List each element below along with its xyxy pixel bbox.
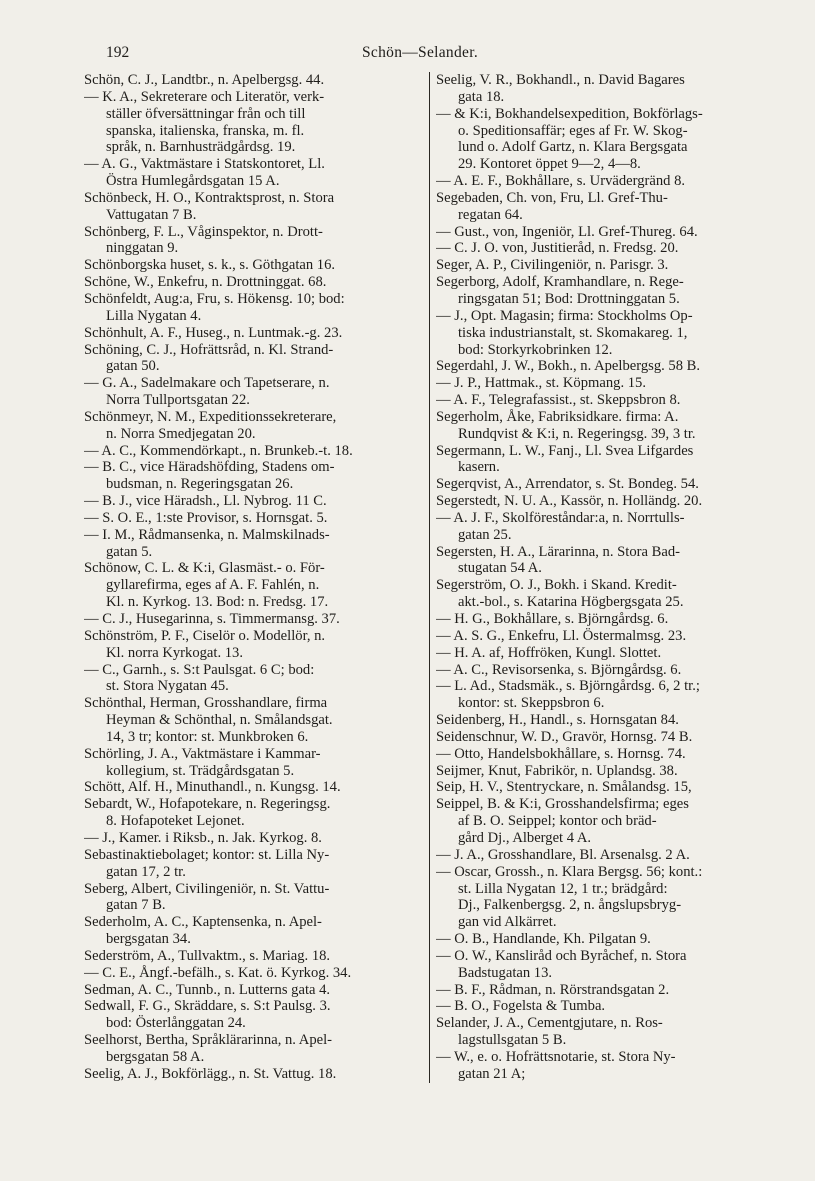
entry-line: Schönow, C. L. & K:i, Glasmäst.- o. För- xyxy=(84,560,325,577)
entry-line: Schönmeyr, N. M., Expeditionssekreterare, xyxy=(84,408,337,425)
entry-line: — B. C., vice Häradshöfding, Stadens om- xyxy=(84,459,335,476)
entry-line: Schöning, C. J., Hofrättsråd, n. Kl. Strand- xyxy=(84,341,334,358)
entry-line: o. Speditionsaffär; eges af Fr. W. Skog- xyxy=(458,122,688,139)
entry-line: språk, n. Barnhusträdgårdsg. 19. xyxy=(106,139,296,156)
entry-line: Schönthal, Herman, Grosshandlare, firma xyxy=(84,695,328,712)
entry-line: — & K:i, Bokhandelsexpedition, Bokförlags- xyxy=(436,105,703,122)
entry-line: — A. J. F., Skolföreståndar:a, n. Norrtulls- xyxy=(436,509,685,526)
entry-line: — S. O. E., 1:ste Provisor, s. Hornsgat. 5. xyxy=(84,509,328,526)
entry-line: — H. A. af, Hoffröken, Kungl. Slottet. xyxy=(436,644,662,661)
page-number: 192 xyxy=(106,44,130,61)
directory-columns xyxy=(84,72,815,1083)
entry-line: Vattugatan 7 B. xyxy=(106,206,197,223)
entry-line: gan vid Alkärret. xyxy=(458,914,557,931)
entry-line: 29. Kontoret öppet 9—2, 4—8. xyxy=(458,156,641,173)
entry-line: kollegium, st. Trädgårdsgatan 5. xyxy=(106,762,295,779)
entry-line: Schönbeck, H. O., Kontraktsprost, n. Stora xyxy=(84,189,335,206)
entry-line: — Oscar, Grossh., n. Klara Bergsg. 56; kont.: xyxy=(436,863,703,880)
entry-line: Seidenberg, H., Handl., s. Hornsgatan 84. xyxy=(436,712,679,729)
entry-line: Segerstedt, N. U. A., Kassör, n. Holländg. 20. xyxy=(436,493,703,510)
entry-line: gatan 5. xyxy=(106,543,153,560)
entry-line: Segermann, L. W., Fanj., Ll. Svea Lifgardes xyxy=(436,442,694,459)
entry-line: Segerborg, Adolf, Kramhandlare, n. Rege- xyxy=(436,274,684,291)
entry-line: — J., Kamer. i Riksb., n. Jak. Kyrkog. 8. xyxy=(84,829,322,846)
entry-line: Sedwall, F. G., Skräddare, s. S:t Paulsg. 3. xyxy=(84,998,331,1015)
entry-line: st. Lilla Nygatan 12, 1 tr.; brädgård: xyxy=(458,880,668,897)
entry-line: Segersten, H. A., Lärarinna, n. Stora Bad- xyxy=(436,543,680,560)
entry-line: — Otto, Handelsbokhållare, s. Hornsg. 74. xyxy=(436,745,686,762)
entry-line: bod: Storkyrkobrinken 12. xyxy=(458,341,613,358)
entry-line: stugatan 54 A. xyxy=(458,560,542,577)
entry-line: 14, 3 tr; kontor: st. Munkbroken 6. xyxy=(106,728,309,745)
entry-line: Segebaden, Ch. von, Fru, Ll. Gref-Thu- xyxy=(436,189,668,206)
entry-line: budsman, n. Regeringsgatan 26. xyxy=(106,476,294,493)
entry-line: n. Norra Smedjegatan 20. xyxy=(106,425,256,442)
entry-line: — C., Garnh., s. S:t Paulsgat. 6 C; bod: xyxy=(84,661,315,678)
entry-line: — A. C., Revisorsenka, s. Björngårdsg. 6. xyxy=(436,661,682,678)
right-column xyxy=(430,72,790,1083)
entry-line: bergsgatan 34. xyxy=(106,931,191,948)
entry-line: Seijmer, Knut, Fabrikör, n. Uplandsg. 38. xyxy=(436,762,678,779)
entry-line: Seelhorst, Bertha, Språklärarinna, n. Apel- xyxy=(84,1032,333,1049)
entry-line: — O. B., Handlande, Kh. Pilgatan 9. xyxy=(436,931,651,948)
entry-line: ringsgatan 51; Bod: Drottninggatan 5. xyxy=(458,290,680,307)
entry-line: — A. E. F., Bokhållare, s. Urvädergränd 8. xyxy=(436,173,686,190)
entry-line: — C. J. O. von, Justitieråd, n. Fredsg. 20. xyxy=(436,240,679,257)
entry-line: Seidenschnur, W. D., Gravör, Hornsg. 74 B. xyxy=(436,728,693,745)
entry-line: — O. W., Kansliråd och Byråchef, n. Stora xyxy=(436,947,687,964)
entry-line: — B. J., vice Häradsh., Ll. Nybrog. 11 C. xyxy=(84,493,327,510)
entry-line: — B. F., Rådman, n. Rörstrandsgatan 2. xyxy=(436,981,670,998)
entry-line: Sederström, A., Tullvaktm., s. Mariag. 18. xyxy=(84,947,331,964)
entry-line: — L. Ad., Stadsmäk., s. Björngårdsg. 6, 2 tr.; xyxy=(436,678,700,695)
entry-line: — J. A., Grosshandlare, Bl. Arsenalsg. 2 A. xyxy=(436,846,690,863)
entry-line: — C. E., Ångf.-befälh., s. Kat. ö. Kyrkog. 34. xyxy=(84,964,352,981)
entry-line: Segerdahl, J. W., Bokh., n. Apelbergsg. 58 B. xyxy=(436,358,701,375)
entry-line: Lilla Nygatan 4. xyxy=(106,307,202,324)
entry-line: — B. O., Fogelsta & Tumba. xyxy=(436,998,606,1015)
entry-line: Heyman & Schönthal, n. Smålandsgat. xyxy=(106,712,333,729)
entry-line: spanska, italienska, franska, m. fl. xyxy=(106,122,305,139)
entry-line: — W., e. o. Hofrättsnotarie, st. Stora Ny- xyxy=(436,1048,676,1065)
entry-line: gatan 7 B. xyxy=(106,897,166,914)
entry-line: lagstullsgatan 5 B. xyxy=(458,1032,567,1049)
entry-line: Seberg, Albert, Civilingeniör, n. St. Vattu- xyxy=(84,880,330,897)
entry-line: — A. F., Telegrafassist., st. Skeppsbron 8. xyxy=(436,392,681,409)
entry-line: — Gust., von, Ingeniör, Ll. Gref-Thureg. 64. xyxy=(436,223,698,240)
entry-line: gyllarefirma, eges af A. F. Fahlén, n. xyxy=(106,577,320,594)
entry-line: Segerqvist, A., Arrendator, s. St. Bondeg. 54. xyxy=(436,476,699,493)
left-column xyxy=(84,72,430,1083)
entry-line: ställer öfversättningar från och till xyxy=(106,105,306,122)
entry-line: bod: Österlånggatan 24. xyxy=(106,1015,246,1032)
entry-line: Norra Tullportsgatan 22. xyxy=(106,392,250,409)
entry-line: bergsgatan 58 A. xyxy=(106,1048,205,1065)
running-head: Schön—Selander. xyxy=(362,44,478,61)
entry-line: Östra Humlegårdsgatan 15 A. xyxy=(106,173,280,190)
entry-line: Segerholm, Åke, Fabriksidkare. firma: A. xyxy=(436,408,679,425)
entry-line: — C. J., Husegarinna, s. Timmermansg. 37. xyxy=(84,611,340,627)
entry-line: kontor: st. Skeppsbron 6. xyxy=(458,695,605,712)
entry-line: af B. O. Seippel; kontor och bräd- xyxy=(458,813,657,830)
entry-line: Seger, A. P., Civilingeniör, n. Parisgr. 3. xyxy=(436,257,669,274)
entry-line: Kl. n. Kyrkog. 13. Bod: n. Fredsg. 17. xyxy=(106,594,329,611)
entry-line: Schönfeldt, Aug:a, Fru, s. Hökensg. 10; bod: xyxy=(84,290,345,307)
entry-line: gård Dj., Alberget 4 A. xyxy=(458,829,592,846)
entry-line: — J. P., Hattmak., st. Köpmang. 15. xyxy=(436,375,646,392)
entry-line: Schöne, W., Enkefru, n. Drottninggat. 68. xyxy=(84,274,327,291)
entry-line: — I. M., Rådmansenka, n. Malmskilnads- xyxy=(84,526,330,543)
entry-line: Schönborgska huset, s. k., s. Göthgatan 16. xyxy=(84,257,336,274)
entry-line: kasern. xyxy=(458,459,500,476)
entry-line: — A. G., Vaktmästare i Statskontoret, Ll. xyxy=(84,156,325,173)
entry-line: — H. G., Bokhållare, s. Björngårdsg. 6. xyxy=(436,611,669,627)
entry-line: Kl. norra Kyrkogat. 13. xyxy=(106,644,243,661)
entry-line: Badstugatan 13. xyxy=(458,964,553,981)
entry-line: gatan 17, 2 tr. xyxy=(106,863,186,880)
page-header xyxy=(106,44,759,68)
entry-line: tiska industrianstalt, st. Skomakareg. 1, xyxy=(458,324,688,341)
entry-line: Seelig, V. R., Bokhandl., n. David Bagares xyxy=(436,72,685,88)
entry-line: Selander, J. A., Cementgjutare, n. Ros- xyxy=(436,1015,663,1032)
entry-line: Schönström, P. F., Ciselör o. Modellör, n. xyxy=(84,627,326,644)
entry-line: gatan 50. xyxy=(106,358,160,375)
entry-line: lund o. Adolf Gartz, n. Klara Bergsgata xyxy=(458,139,688,156)
entry-line: Rundqvist & K:i, n. Regeringsg. 39, 3 tr. xyxy=(458,425,696,442)
entry-line: ninggatan 9. xyxy=(106,240,179,257)
entry-line: Sederholm, A. C., Kaptensenka, n. Apel- xyxy=(84,914,322,931)
entry-line: — J., Opt. Magasin; firma: Stockholms Op- xyxy=(436,307,693,324)
entry-line: regatan 64. xyxy=(458,206,523,223)
entry-line: — G. A., Sadelmakare och Tapetserare, n. xyxy=(84,375,330,392)
entry-line: — A. C., Kommendörkapt., n. Brunkeb.-t. 18. xyxy=(84,442,353,459)
entry-line: Segerström, O. J., Bokh. i Skand. Kredit- xyxy=(436,577,677,594)
entry-line: akt.-bol., s. Katarina Högbergsgata 25. xyxy=(458,594,684,611)
entry-line: Schött, Alf. H., Minuthandl., n. Kungsg. 14. xyxy=(84,779,341,796)
entry-line: Dj., Falkenbergsg. 2, n. ångslupsbryg- xyxy=(458,897,682,914)
entry-line: Seelig, A. J., Bokförlägg., n. St. Vattug. 18. xyxy=(84,1065,337,1082)
entry-line: Sebardt, W., Hofapotekare, n. Regeringsg. xyxy=(84,796,331,813)
entry-line: Seip, H. V., Stentryckare, n. Smålandsg. 15, xyxy=(436,779,692,796)
entry-line: gatan 21 A; xyxy=(458,1065,526,1082)
entry-line: Schönhult, A. F., Huseg., n. Luntmak.-g. 23. xyxy=(84,324,343,341)
entry-line: Sebastinaktiebolaget; kontor: st. Lilla Ny- xyxy=(84,846,330,863)
entry-line: Schörling, J. A., Vaktmästare i Kammar- xyxy=(84,745,321,762)
entry-line: gata 18. xyxy=(458,88,505,105)
entry-line: Sedman, A. C., Tunnb., n. Lutterns gata 4. xyxy=(84,981,331,998)
entry-line: gatan 25. xyxy=(458,526,512,543)
entry-line: — A. S. G., Enkefru, Ll. Östermalmsg. 23. xyxy=(436,627,687,644)
entry-line: Schön, C. J., Landtbr., n. Apelbergsg. 44. xyxy=(84,72,325,88)
entry-line: 8. Hofapoteket Lejonet. xyxy=(106,813,245,830)
entry-line: Seippel, B. & K:i, Grosshandelsfirma; eges xyxy=(436,796,689,813)
entry-line: Schönberg, F. L., Våginspektor, n. Drott- xyxy=(84,223,323,240)
entry-line: — K. A., Sekreterare och Literatör, verk- xyxy=(84,88,325,105)
entry-line: st. Stora Nygatan 45. xyxy=(106,678,229,695)
